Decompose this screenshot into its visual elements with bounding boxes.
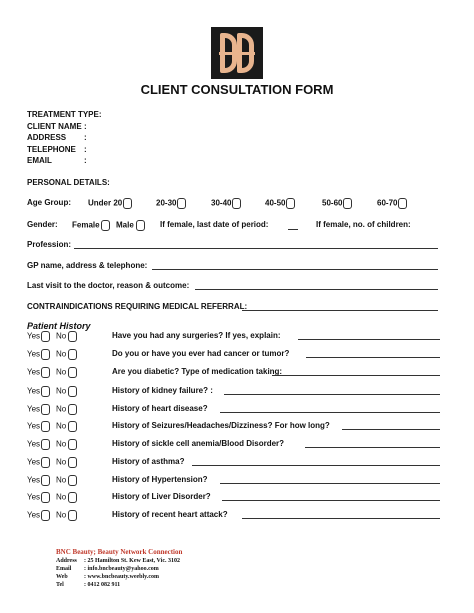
history-yes-option[interactable] [27, 367, 50, 378]
age-group-label: Age Group: [27, 198, 71, 207]
yes-label: Yes [27, 439, 41, 449]
last-period-field[interactable] [288, 229, 298, 230]
yes-checkbox[interactable] [41, 421, 50, 432]
age-option-20-30[interactable] [156, 198, 186, 209]
treatment-type-label: TREATMENT TYPE: [27, 110, 102, 119]
yes-checkbox[interactable] [41, 439, 50, 450]
no-label: No [56, 421, 67, 431]
gender-male-option[interactable] [116, 220, 145, 231]
age-option-label: 30-40 [211, 198, 232, 208]
history-yes-option[interactable] [27, 331, 50, 342]
yes-checkbox[interactable] [41, 404, 50, 415]
history-question: History of Seizures/Headaches/Dizziness? For how long? [112, 421, 330, 430]
client-name-label: CLIENT NAME [27, 122, 82, 131]
email-label: EMAIL [27, 156, 52, 165]
footer-email-label: Email [56, 566, 72, 572]
email-colon: : [84, 156, 87, 165]
age-option-30-40[interactable] [211, 198, 241, 209]
history-question: History of Liver Disorder? [112, 492, 211, 501]
telephone-colon: : [84, 145, 87, 154]
footer-brand: BNC Beauty; Beauty Network Connection [56, 548, 183, 556]
children-label: If female, no. of children: [316, 220, 411, 229]
history-answer-field[interactable] [224, 394, 440, 395]
male-checkbox[interactable] [136, 220, 145, 231]
logo-bar [219, 52, 255, 55]
female-checkbox[interactable] [101, 220, 110, 231]
history-question: History of Hypertension? [112, 475, 208, 484]
no-label: No [56, 349, 67, 359]
address-colon: : [84, 133, 87, 142]
no-label: No [56, 475, 67, 485]
age-option-under-20[interactable] [88, 198, 132, 209]
history-no-option[interactable] [56, 331, 77, 342]
yes-label: Yes [27, 404, 41, 414]
form-title: CLIENT CONSULTATION FORM [140, 82, 334, 97]
yes-label: Yes [27, 421, 41, 431]
yes-label: Yes [27, 457, 41, 467]
age-under-20-checkbox[interactable] [123, 198, 132, 209]
history-answer-field[interactable] [306, 357, 440, 358]
no-label: No [56, 367, 67, 377]
history-no-option[interactable] [56, 510, 77, 521]
no-label: No [56, 386, 67, 396]
no-checkbox[interactable] [68, 349, 77, 360]
telephone-label: TELEPHONE [27, 145, 76, 154]
footer-email-value[interactable]: : info.bncbeauty@yahoo.com [84, 566, 159, 572]
last-period-label: If female, last date of period: [160, 220, 269, 229]
last-visit-field[interactable] [195, 289, 438, 290]
history-answer-field[interactable] [242, 518, 440, 519]
profession-label: Profession: [27, 240, 72, 249]
history-yes-option[interactable] [27, 475, 50, 486]
age-option-label: 60-70 [377, 198, 398, 208]
address-label: ADDRESS [27, 133, 67, 142]
no-checkbox[interactable] [68, 367, 77, 378]
last-visit-label: Last visit to the doctor, reason & outcome: [27, 281, 190, 290]
no-checkbox[interactable] [68, 439, 77, 450]
yes-checkbox[interactable] [41, 349, 50, 360]
history-no-option[interactable] [56, 367, 77, 378]
client-name-colon: : [84, 122, 87, 131]
age-option-label: 40-50 [265, 198, 286, 208]
yes-checkbox[interactable] [41, 386, 50, 397]
yes-label: Yes [27, 475, 41, 485]
footer-tel-label: Tel [56, 582, 64, 588]
history-answer-field[interactable] [222, 500, 440, 501]
history-question: History of sickle cell anemia/Blood Disorder? [112, 439, 285, 448]
age-40-50-checkbox[interactable] [286, 198, 295, 209]
history-question: History of kidney failure? : [112, 386, 213, 395]
no-checkbox[interactable] [68, 457, 77, 468]
footer-address-label: Address [56, 558, 77, 564]
footer-web-label: Web [56, 574, 68, 580]
history-answer-field[interactable] [298, 339, 440, 340]
yes-checkbox[interactable] [41, 367, 50, 378]
history-question: History of heart disease? [112, 404, 208, 413]
no-label: No [56, 510, 67, 520]
age-option-40-50[interactable] [265, 198, 295, 209]
yes-label: Yes [27, 349, 41, 359]
no-checkbox[interactable] [68, 510, 77, 521]
male-label: Male [116, 220, 134, 230]
no-checkbox[interactable] [68, 386, 77, 397]
patient-history-heading: Patient History [27, 321, 91, 331]
bnc-logo [211, 27, 263, 79]
yes-label: Yes [27, 510, 41, 520]
gender-female-option[interactable] [72, 220, 110, 231]
history-no-option[interactable] [56, 457, 77, 468]
history-question: Have you had any surgeries? If yes, explain: [112, 331, 281, 340]
history-question: History of asthma? [112, 457, 185, 466]
age-60-70-checkbox[interactable] [398, 198, 407, 209]
history-answer-field[interactable] [192, 465, 440, 466]
age-option-label: Under 20 [88, 198, 123, 208]
no-label: No [56, 439, 67, 449]
no-label: No [56, 457, 67, 467]
gp-field[interactable] [152, 269, 438, 270]
contraindications-label: CONTRAINDICATIONS REQUIRING MEDICAL REFERRAL: [27, 302, 248, 311]
yes-label: Yes [27, 367, 41, 377]
profession-field[interactable] [74, 248, 438, 249]
no-label: No [56, 331, 67, 341]
history-no-option[interactable] [56, 475, 77, 486]
yes-checkbox[interactable] [41, 331, 50, 342]
history-yes-option[interactable] [27, 404, 50, 415]
history-no-option[interactable] [56, 349, 77, 360]
personal-details-heading: PERSONAL DETAILS: [27, 178, 110, 187]
gender-label: Gender: [27, 220, 58, 229]
no-label: No [56, 404, 67, 414]
history-yes-option[interactable] [27, 386, 50, 397]
age-30-40-checkbox[interactable] [232, 198, 241, 209]
female-label: Female [72, 220, 100, 230]
yes-checkbox[interactable] [41, 475, 50, 486]
yes-label: Yes [27, 386, 41, 396]
history-yes-option[interactable] [27, 349, 50, 360]
no-checkbox[interactable] [68, 331, 77, 342]
no-checkbox[interactable] [68, 475, 77, 486]
history-answer-field[interactable] [305, 447, 440, 448]
yes-label: Yes [27, 331, 41, 341]
history-answer-field[interactable] [220, 412, 440, 413]
history-no-option[interactable] [56, 421, 77, 432]
gp-label: GP name, address & telephone: [27, 261, 148, 270]
footer-address-value: : 25 Hamilton St. Kew East, Vic. 3102 [84, 558, 180, 564]
no-checkbox[interactable] [68, 421, 77, 432]
footer-tel-value: : 0412 082 911 [84, 582, 121, 588]
history-yes-option[interactable] [27, 439, 50, 450]
history-question: Do you or have you ever had cancer or tumor? [112, 349, 290, 358]
history-no-option[interactable] [56, 386, 77, 397]
history-yes-option[interactable] [27, 457, 50, 468]
yes-checkbox[interactable] [41, 510, 50, 521]
no-label: No [56, 492, 67, 502]
history-answer-field[interactable] [272, 375, 440, 376]
yes-label: Yes [27, 492, 41, 502]
history-answer-field[interactable] [342, 429, 440, 430]
no-checkbox[interactable] [68, 404, 77, 415]
age-option-label: 50-60 [322, 198, 343, 208]
age-option-50-60[interactable] [322, 198, 352, 209]
no-checkbox[interactable] [68, 492, 77, 503]
age-option-label: 20-30 [156, 198, 177, 208]
history-no-option[interactable] [56, 404, 77, 415]
history-yes-option[interactable] [27, 510, 50, 521]
history-no-option[interactable] [56, 492, 77, 503]
history-question: Are you diabetic? Type of medication taking: [112, 367, 283, 376]
age-option-60-70[interactable] [377, 198, 407, 209]
history-yes-option[interactable] [27, 421, 50, 432]
history-yes-option[interactable] [27, 492, 50, 503]
yes-checkbox[interactable] [41, 492, 50, 503]
history-answer-field[interactable] [220, 483, 440, 484]
history-question: History of recent heart attack? [112, 510, 228, 519]
history-no-option[interactable] [56, 439, 77, 450]
age-50-60-checkbox[interactable] [343, 198, 352, 209]
age-20-30-checkbox[interactable] [177, 198, 186, 209]
yes-checkbox[interactable] [41, 457, 50, 468]
contraindications-field[interactable] [242, 310, 438, 311]
footer-web-value[interactable]: : www.bncbeauty.weebly.com [84, 574, 159, 580]
